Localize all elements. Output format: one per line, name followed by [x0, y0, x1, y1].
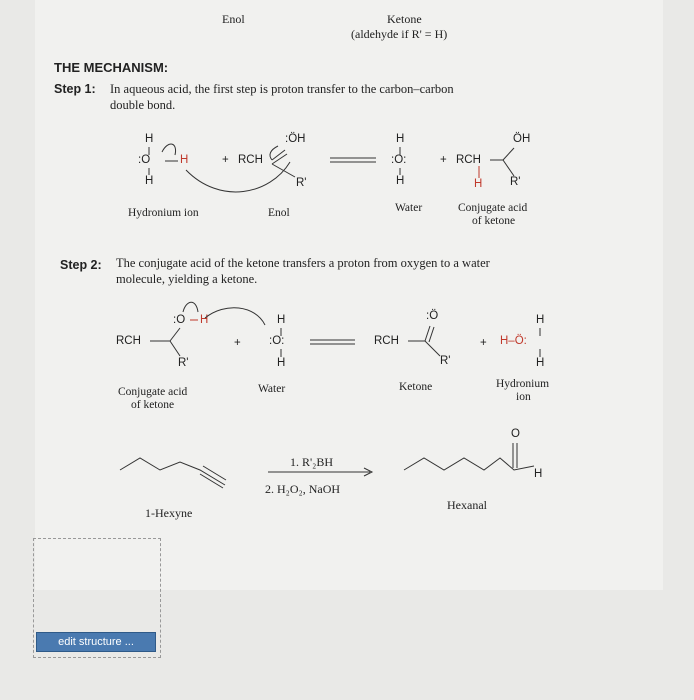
product-o: O: [511, 428, 520, 440]
s1-arrow-large: [186, 162, 290, 192]
s2-caption-hyd-line2: ion: [516, 391, 531, 403]
s1-hydronium-h-bottom: H: [145, 175, 154, 187]
s1-hydronium-o: :O: [138, 154, 151, 166]
step1-label: Step 1:: [54, 82, 96, 96]
s1-caption-enol: Enol: [268, 207, 290, 219]
product-h: H: [534, 468, 543, 480]
s1-conj-r: R': [510, 176, 521, 188]
s1-arrow-small: [162, 144, 176, 155]
s2-water-h-bottom: H: [277, 357, 286, 369]
s2-conj-rch: RCH: [116, 335, 141, 347]
s1-water-o: :O:: [391, 154, 407, 166]
hexanal-skeleton: [404, 458, 534, 470]
s1-conj-oh: ÖH: [513, 133, 531, 145]
product-name: Hexanal: [447, 498, 487, 512]
s1-enol-rch: RCH: [238, 154, 263, 166]
s2-caption-hyd-line1: Hydronium: [496, 378, 550, 390]
step2-label: Step 2:: [60, 258, 102, 272]
ketone-note: (aldehyde if R' = H): [351, 27, 448, 41]
s2-water-o: :O:: [269, 335, 285, 347]
s2-hyd-h-bottom: H: [536, 357, 545, 369]
s2-caption-water: Water: [258, 383, 286, 395]
reagent-2: 2. H₂O₂, NaOH: [265, 482, 341, 496]
mechanism-title: THE MECHANISM:: [54, 60, 169, 75]
reagent-1: 1. R'₂BH: [290, 455, 334, 469]
s1-conj-h: H: [474, 178, 483, 190]
s1-plus-2: +: [440, 154, 447, 166]
s1-caption-water: Water: [395, 202, 423, 214]
s2-arrow-2: [183, 302, 198, 312]
s2-hyd-ho: H–Ö:: [500, 335, 527, 347]
s1-conj-rch: RCH: [456, 154, 481, 166]
s1-enol-r: R': [296, 177, 307, 189]
s2-hyd-h-top: H: [536, 314, 545, 326]
step1-text-line2: double bond.: [110, 98, 176, 112]
s1-enol-bond-r: [272, 164, 295, 177]
s2-ketone-o: :Ö: [426, 310, 439, 322]
step2-text-line2: molecule, yielding a ketone.: [116, 272, 258, 286]
s2-water-h-top: H: [277, 314, 286, 326]
s2-caption-conj-line2: of ketone: [131, 399, 175, 411]
hexyne-skeleton: [120, 458, 225, 485]
s2-caption-conj-line1: Conjugate acid: [118, 386, 188, 398]
s1-water-h-top: H: [396, 133, 405, 145]
s2-ketone-rch: RCH: [374, 335, 399, 347]
edit-structure-button[interactable]: edit structure ...: [36, 632, 156, 652]
step2-text-line1: The conjugate acid of the ketone transfers a proton from oxygen to a water: [116, 256, 490, 270]
s2-conj-r: R': [178, 357, 189, 369]
s1-plus-1: +: [222, 154, 229, 166]
s2-plus-2: +: [480, 337, 487, 349]
s1-caption-hydronium: Hydronium ion: [128, 207, 199, 219]
s1-hydronium-h-right: H: [180, 154, 189, 166]
s1-water-h-bottom: H: [396, 175, 405, 187]
s1-caption-conj-line1: Conjugate acid: [458, 202, 528, 214]
s2-plus-1: +: [234, 337, 241, 349]
s1-caption-conj-line2: of ketone: [472, 215, 516, 227]
step1-text-line1: In aqueous acid, the first step is proton transfer to the carbon–carbon: [110, 82, 454, 96]
s1-enol-bond-1: [272, 150, 285, 160]
s2-ketone-r: R': [440, 355, 451, 367]
s2-arrow-1: [205, 308, 265, 325]
s2-caption-ketone: Ketone: [399, 381, 433, 393]
s1-hydronium-h-top: H: [145, 133, 154, 145]
s2-conj-h: H: [200, 314, 209, 326]
ketone-header: Ketone: [387, 12, 422, 26]
s1-enol-oh: :ÖH: [285, 133, 306, 145]
enol-header: Enol: [222, 12, 245, 26]
s2-conj-o: :O: [173, 314, 186, 326]
reactant-name: 1-Hexyne: [145, 506, 193, 520]
s1-enol-bond-2: [272, 154, 287, 164]
